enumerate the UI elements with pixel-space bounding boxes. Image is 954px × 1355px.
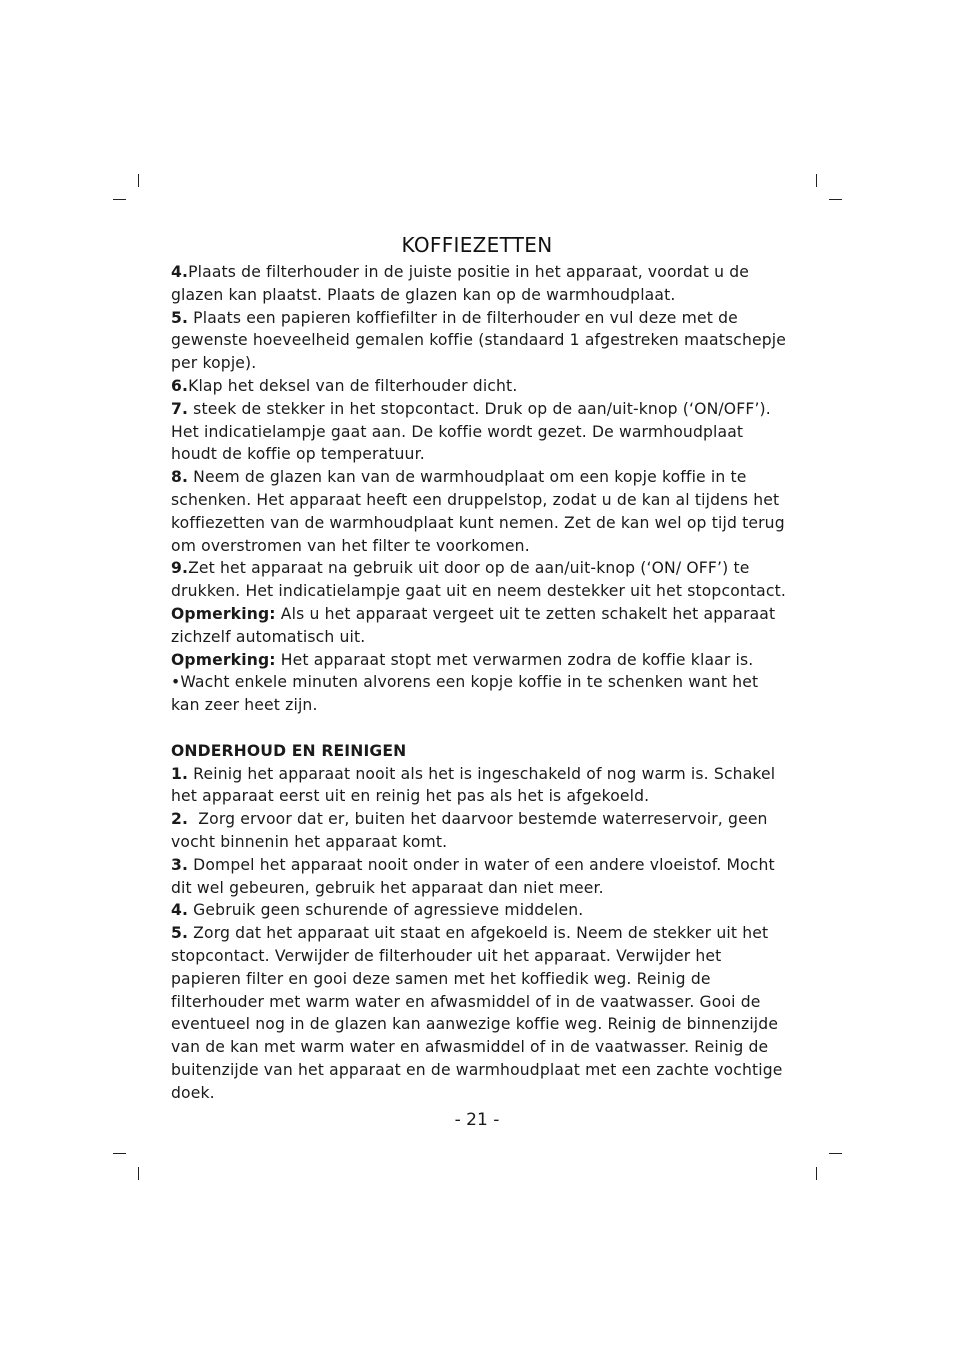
crop-mark-bottom-left-vertical: [138, 1167, 139, 1180]
step-text: Plaats de filterhouder in de juiste positie in het apparaat, voordat u de glazen kan plaatst. Plaats de glazen kan op de warmhoudplaat.: [171, 263, 750, 304]
step-text: Klap het deksel van de filterhouder dicht.: [188, 376, 518, 395]
note-1: [171, 603, 791, 649]
step-number: 2.: [171, 810, 189, 829]
crop-mark-top-left-vertical: [138, 174, 139, 187]
step-number: 4.: [171, 263, 189, 281]
note-text: Het apparaat stopt met verwarmen zodra de koffie klaar is.: [275, 650, 754, 669]
step-text: Zorg ervoor dat er, buiten het daarvoor bestemde waterreservoir, geen vocht binnenin het apparaat komt.: [171, 810, 773, 851]
step-number: 7.: [171, 399, 189, 418]
maintenance-step-3: [171, 854, 791, 900]
crop-mark-bottom-right-horizontal: [829, 1153, 842, 1154]
page-number: - 21 -: [454, 1110, 500, 1130]
maintenance-step-4: [171, 899, 791, 922]
crop-mark-bottom-right-vertical: [816, 1167, 817, 1180]
note-label: Opmerking:: [171, 650, 276, 669]
step-text: Reinig het apparaat nooit als het is ingeschakeld of nog warm is. Schakel het apparaat eerst uit en reinig het pas als het is afgekoeld.: [171, 764, 776, 806]
step-text: Neem de glazen kan van de warmhoudplaat om een kopje koffie in te schenken. Het apparaat heeft een druppelstop, zodat u de kan al tijdens het koffiezetten van de warmhoudplaat kunt nemen. Zet de kan wel op tijd terug om overstromen van het filter te voorkomen.: [171, 468, 785, 555]
step-7: [171, 398, 791, 466]
step-number: 3.: [171, 855, 189, 874]
note-text: Als u het apparaat vergeet uit te zetten schakelt het apparaat zichzelf automatisch uit.: [171, 604, 776, 646]
section-heading: ONDERHOUD EN REINIGEN: [171, 741, 407, 760]
step-9: [171, 557, 791, 603]
step-5: [171, 307, 791, 375]
crop-mark-bottom-left-horizontal: [113, 1153, 126, 1154]
warning-bullet: •Wacht enkele minuten alvorens een kopje koffie in te schenken want het kan zeer heet zijn.: [171, 673, 759, 715]
step-number: 5.: [171, 308, 189, 327]
step-number: 1.: [171, 764, 189, 783]
crop-mark-top-right-vertical: [816, 174, 817, 187]
document-body: [171, 261, 791, 1104]
step-number: 9.: [171, 559, 189, 578]
crop-mark-top-right-horizontal: [829, 199, 842, 200]
step-text: Plaats een papieren koffiefilter in de filterhouder en vul deze met de gewenste hoeveelheid gemalen koffie (standaard 1 afgestreken maatschepje per kopje).: [171, 308, 787, 373]
maintenance-step-5: [171, 922, 791, 1104]
step-text: Gebruik geen schurende of agressieve middelen.: [188, 901, 584, 920]
step-number: 6.: [171, 376, 189, 395]
maintenance-step-2: [171, 808, 791, 854]
page-title: KOFFIEZETTEN: [401, 233, 553, 257]
step-number: 5.: [171, 924, 189, 943]
step-6: [171, 375, 791, 398]
step-number: 4.: [171, 901, 189, 920]
step-text: Dompel het apparaat nooit onder in water of een andere vloeistof. Mocht dit wel gebeuren, gebruik het apparaat dan niet meer.: [171, 855, 775, 897]
step-number: 8.: [171, 468, 189, 487]
step-8: [171, 466, 791, 557]
step-text: steek de stekker in het stopcontact. Druk op de aan/uit-knop (‘ON/OFF’). Het indicatielampje gaat aan. De koffie wordt gezet. De warmhoudplaat houdt de koffie op temperatuur.: [171, 399, 771, 464]
section-gap: [171, 717, 791, 740]
step-text: Zorg dat het apparaat uit staat en afgekoeld is. Neem de stekker uit het stopcontact. Verwijder de filterhouder uit het apparaat. Verwijder het papieren filter en gooi deze samen met het koffiedik weg. Reinig de filterhouder met warm water en afwasmiddel of in de vaatwasser. Gooi de eventueel nog in de glazen kan aanwezige koffie weg. Reinig de binnenzijde van de kan met warm water en afwasmiddel of in de vaatwasser. Reinig de buitenzijde van het apparaat en de warmhoudplaat met een zachte vochtige doek.: [171, 924, 783, 1102]
step-4: [171, 261, 791, 307]
crop-mark-top-left-horizontal: [113, 199, 126, 200]
note-label: Opmerking:: [171, 604, 276, 623]
maintenance-step-1: [171, 763, 791, 809]
step-text: Zet het apparaat na gebruik uit door op de aan/uit-knop (‘ON/ OFF’) te drukken. Het indicatielampje gaat uit en neem destekker uit het stopcontact.: [171, 559, 786, 601]
note-2: [171, 649, 791, 672]
